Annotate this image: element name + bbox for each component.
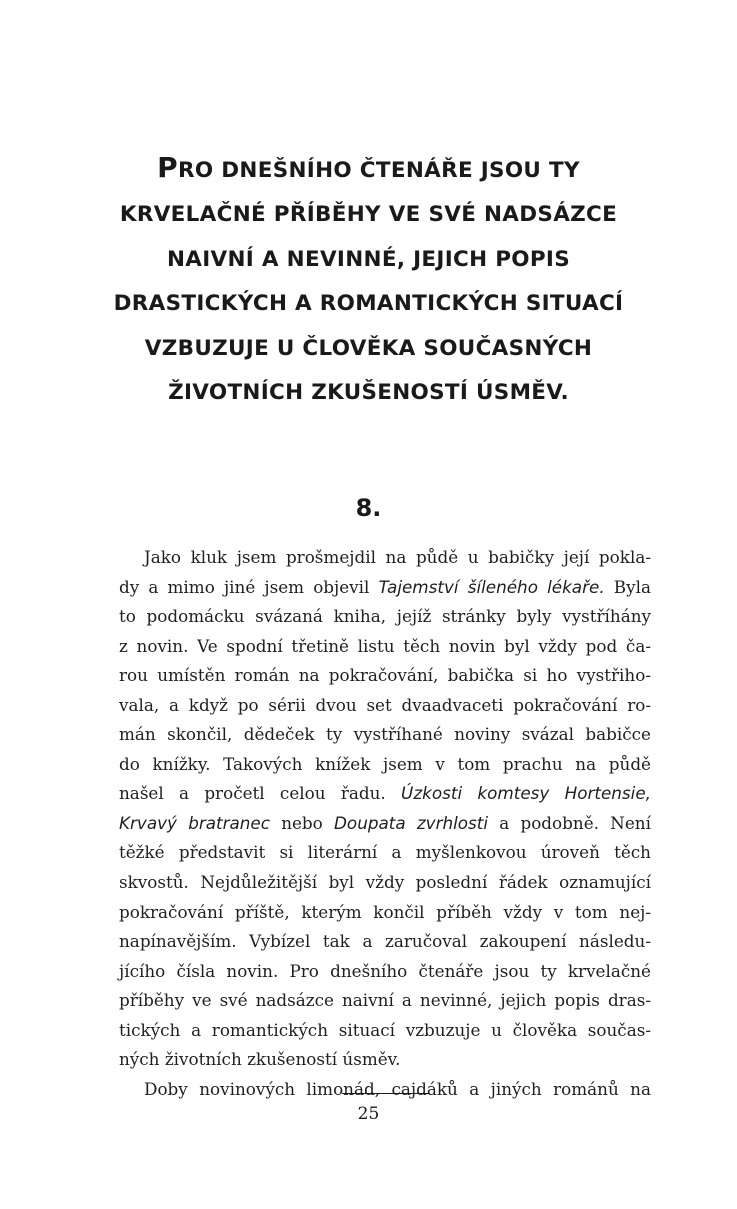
- book-title: Tajemství šíleného lékaře.: [378, 576, 605, 597]
- book-title: Krvavý bratranec: [119, 812, 270, 833]
- text-line: pokračování příště, kterým končil příběh vždy v tom nej-: [119, 901, 651, 922]
- text-line: [119, 573, 651, 603]
- text-line: do knížky. Takových knížek jsem v tom prachu na půdě: [119, 753, 651, 774]
- text-line: tických a romantických situací vzbuzuje u člověka součas-: [119, 1019, 651, 1040]
- pull-quote-line: ŽIVOTNÍCH ZKUŠENOSTÍ ÚSMĚV.: [168, 380, 569, 406]
- text-line: z novin. Ve spodní třetině listu těch novin byl vždy pod ča-: [119, 635, 651, 656]
- text-line: napínavějším. Vybízel tak a zaručoval zakoupení následu-: [119, 931, 651, 952]
- book-title: Úzkosti komtesy Hortensie,: [401, 783, 652, 804]
- book-title: Doupata zvrhlosti: [334, 812, 489, 833]
- text-run: našel a pročetl celou řadu.: [119, 783, 402, 804]
- text-line: ných životních zkušeností úsměv.: [119, 1049, 401, 1070]
- text-run: nebo: [269, 812, 334, 833]
- page-number: 25: [357, 1104, 380, 1124]
- chapter-number: 8.: [355, 494, 382, 522]
- pull-quote-line: VZBUZUJE U ČLOVĚKA SOUČASNÝCH: [144, 335, 593, 361]
- text-line: jícího čísla novin. Pro dnešního čtenáře jsou ty krvelačné: [119, 960, 651, 981]
- pull-quote: [100, 146, 637, 415]
- body-text: [119, 543, 651, 1104]
- text-run: dy a mimo jiné jsem objevil: [119, 576, 379, 597]
- pull-quote-line: NAIVNÍ A NEVINNÉ, JEJICH POPIS: [166, 246, 571, 272]
- footer-rule: [342, 1093, 430, 1094]
- text-line: Doby novinových limonád, cajdáků a jiných románů na: [144, 1078, 651, 1099]
- text-line: těžké představit si literární a myšlenkovou úroveň těch: [119, 842, 651, 863]
- text-line: vala, a když po sérii dvou set dvaadvaceti pokračování ro-: [119, 694, 651, 715]
- pull-quote-line: DRASTICKÝCH A ROMANTICKÝCH SITUACÍ: [113, 291, 624, 317]
- text-run: a podobně. Není: [488, 812, 651, 833]
- text-line: [119, 809, 651, 839]
- text-line: rou umístěn román na pokračování, babička si ho vystřiho-: [119, 665, 651, 686]
- text-line: mán skončil, dědeček ty vystříhané noviny svázal babičce: [119, 724, 651, 745]
- text-run: Byla: [604, 576, 651, 597]
- text-line: skvostů. Nejdůležitější byl vždy poslední řádek oznamující: [119, 872, 651, 893]
- text-line: příběhy ve své nadsázce naivní a nevinné, jejich popis dras-: [119, 990, 651, 1011]
- text-line: Jako kluk jsem prošmejdil na půdě u babičky její pokla-: [144, 547, 651, 567]
- text-line: to podomácku svázaná kniha, jejíž stránky byly vystříhány: [119, 606, 651, 627]
- pull-quote-line: PRO DNEŠNÍHO ČTENÁŘE JSOU TY: [157, 151, 580, 184]
- text-line: [119, 779, 651, 809]
- pull-quote-line: KRVELAČNÉ PŘÍBĚHY VE SVÉ NADSÁZCE: [119, 202, 618, 228]
